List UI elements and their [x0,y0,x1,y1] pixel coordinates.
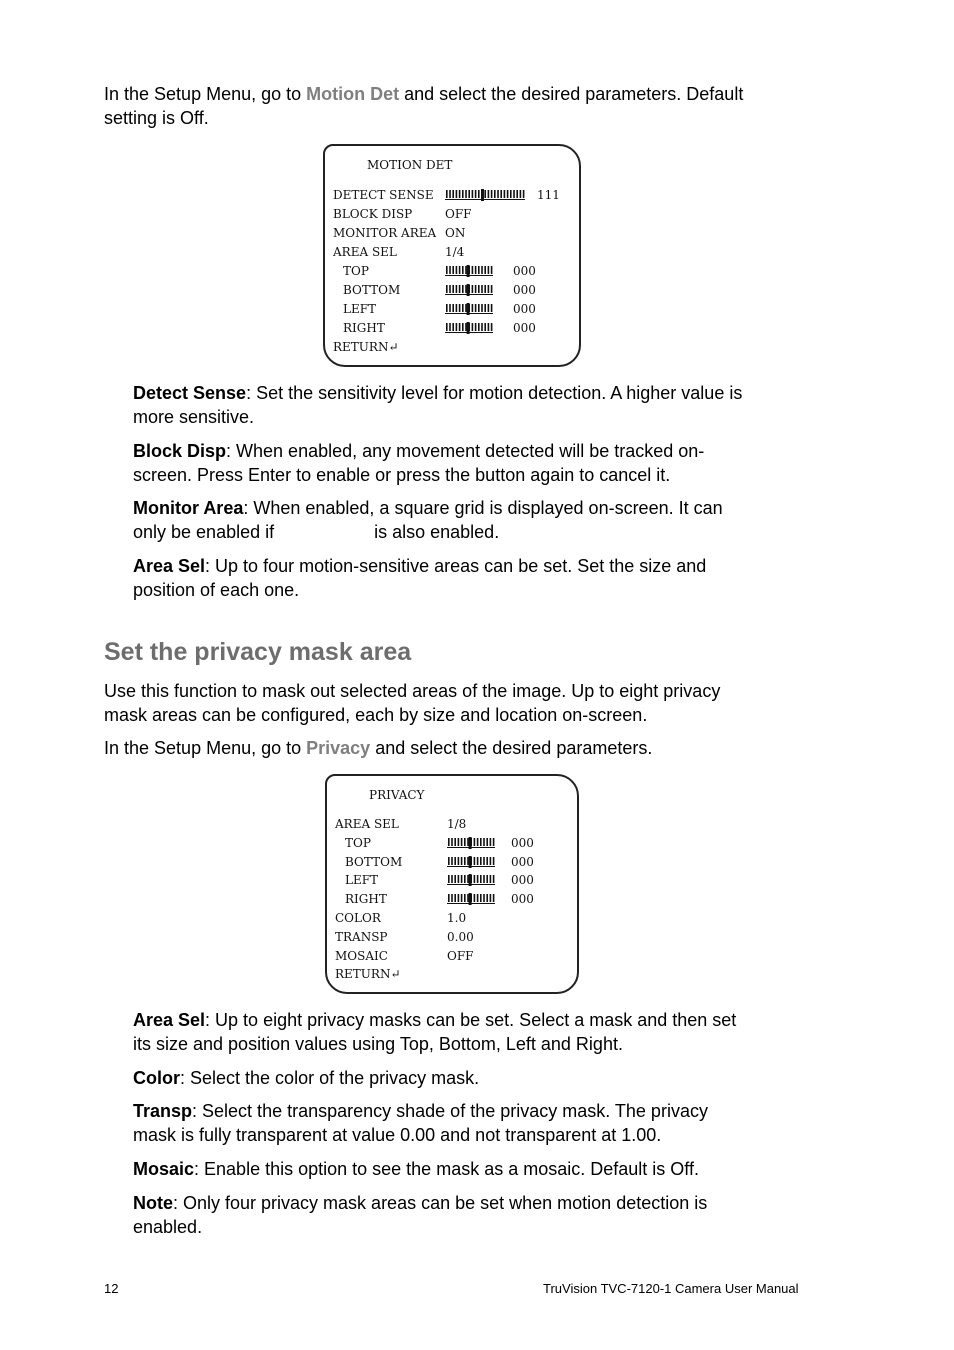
osd-row-value: ON [445,226,466,240]
osd-row-label: TOP [345,835,371,850]
osd-row-number: 000 [511,892,534,907]
osd-row-label: MOSAIC [335,948,388,963]
osd-row[interactable] [333,339,573,355]
motion-det-link: Motion Det [306,84,400,104]
osd-row-value: 1.0 [447,911,467,925]
osd-row-label: RETURN↵ [335,967,401,982]
block-disp-desc: Block Disp: When enabled, any movement detected will be tracked on- screen. Press Enter to enable or press the button again to cancel it. [133,441,705,485]
osd-slider[interactable] [445,265,493,276]
osd-row[interactable] [335,854,575,870]
osd-row[interactable] [335,835,575,851]
osd-row-number: 000 [513,302,536,316]
osd-slider[interactable] [445,322,493,333]
osd-row-label: TRANSP [335,929,388,944]
osd-title: PRIVACY [369,788,425,802]
osd-row-label: COLOR [335,911,381,925]
osd-row-label: MONITOR AREA [333,226,437,240]
osd-row-value: 1/4 [445,245,465,259]
area-sel-desc: Area Sel: Up to four motion-sensitive areas can be set. Set the size and position of each one. [133,556,707,600]
osd-row[interactable] [335,966,575,982]
osd-row-label: BOTTOM [343,283,401,297]
osd-row-number: 000 [513,321,536,335]
osd-row-number: 000 [511,835,534,850]
osd-slider[interactable] [447,837,495,848]
osd-row-number: 000 [511,854,534,869]
osd-row[interactable] [333,301,573,317]
osd-row[interactable] [333,225,573,241]
osd-row[interactable] [335,948,575,964]
osd-row-number: 000 [513,264,536,278]
osd-slider[interactable] [445,284,493,295]
privacy-menu-instruction: In the Setup Menu, go to Privacy and select the desired parameters. [104,738,653,758]
osd-row-label: RIGHT [345,892,387,907]
note-desc: Note: Only four privacy mask areas can be set when motion detection is enabled. [133,1193,708,1237]
transp-desc: Transp: Select the transparency shade of the privacy mask. The privacy mask is fully transparent at value 0.00 and not transparent at 1.00. [133,1101,708,1145]
osd-row[interactable] [333,263,573,279]
osd-row-label: TOP [343,264,369,278]
osd-row[interactable] [333,244,573,260]
osd-row-label: AREA SEL [333,245,397,259]
osd-row[interactable] [333,206,573,222]
osd-row-label: RIGHT [343,321,385,335]
privacy-osd-menu [325,774,579,994]
osd-row[interactable] [335,891,575,907]
osd-row-value: OFF [447,948,474,963]
osd-row-label: BLOCK DISP [333,207,413,221]
osd-row-number: 111 [537,188,560,202]
osd-slider[interactable] [447,874,495,885]
section-heading: Set the privacy mask area [104,638,412,666]
osd-row-value: OFF [445,207,472,221]
color-desc: Color: Select the color of the privacy mask. [133,1068,480,1088]
osd-row[interactable] [333,187,573,203]
osd-title: MOTION DET [367,158,453,172]
motion-det-osd-menu [323,144,581,367]
osd-slider[interactable] [445,303,493,314]
osd-row[interactable] [335,910,575,926]
osd-row-number: 000 [513,283,536,297]
osd-row-label: LEFT [345,873,379,888]
privacy-link: Privacy [306,738,371,758]
osd-row-label: BOTTOM [345,854,403,869]
osd-row-value: 1/8 [447,817,467,831]
privacy-intro-paragraph: Use this function to mask out selected areas of the image. Up to eight privacy mask areas can be configured, each by size and location on-screen. [104,681,721,725]
monitor-area-desc: Monitor Area: When enabled, a square grid is displayed on-screen. It can only be enabled if is also enabled. [133,498,723,542]
osd-row[interactable] [335,816,575,832]
page-number: 12 [104,1281,119,1296]
manual-title: TruVision TVC-7120-1 Camera User Manual [543,1281,799,1296]
mosaic-desc: Mosaic: Enable this option to see the mask as a mosaic. Default is Off. [133,1159,699,1179]
osd-row-label: RETURN↵ [333,340,399,354]
detect-sense-desc: Detect Sense: Set the sensitivity level for motion detection. A higher value is more sensitive. [133,383,743,427]
osd-slider[interactable] [447,856,495,867]
osd-row-label: AREA SEL [335,817,399,831]
privacy-area-sel-desc: Area Sel: Up to eight privacy masks can be set. Select a mask and then set its size and position values using Top, Bottom, Left and Right. [133,1010,737,1054]
osd-slider[interactable] [445,189,525,200]
osd-row-number: 000 [511,873,534,888]
osd-row[interactable] [333,282,573,298]
intro-paragraph: In the Setup Menu, go to Motion Det and select the desired parameters. Default setting is Off. [104,84,744,128]
osd-row-label: LEFT [343,302,377,316]
osd-row-label: DETECT SENSE [333,188,434,202]
osd-row[interactable] [335,872,575,888]
osd-row[interactable] [335,929,575,945]
osd-slider[interactable] [447,893,495,904]
osd-row-value: 0.00 [447,929,474,944]
osd-row[interactable] [333,320,573,336]
